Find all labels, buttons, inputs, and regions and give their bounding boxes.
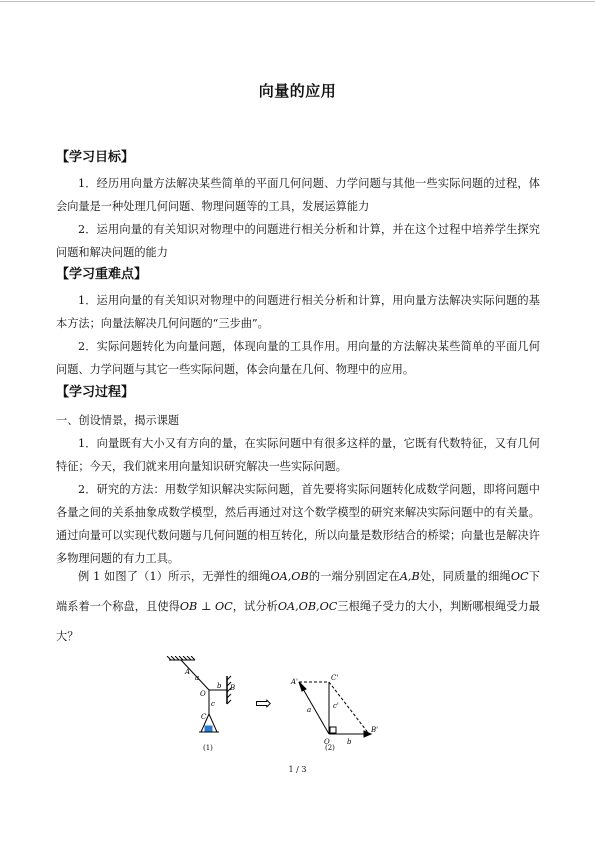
- fig2-label-C: C': [331, 674, 339, 682]
- fig1-label-c: c: [211, 700, 215, 708]
- fig2-label-O: O: [324, 738, 330, 746]
- fig1-label-A: A: [185, 668, 191, 676]
- fig1-caption: (1): [203, 744, 213, 752]
- page-title: 向量的应用: [258, 82, 337, 100]
- example-1: [56, 562, 540, 652]
- fig2-label-A: A': [291, 678, 298, 686]
- process-item-2: 2．研究的方法：用数学知识解决实际问题，首先要将实际问题转化成数学问题，即将问题中各量之间的关系抽象成数学模型，然后再通过对这个数学模型的研究来解决实际问题中的有关量。通过向量可以实现代数问题与几何问题的相互转化，所以向量是数形结合的桥梁；向量也是解决许多物理问题的有力工具。: [56, 483, 540, 565]
- example-figure: [165, 656, 405, 756]
- example-text: 处，同质量的细绳: [419, 570, 511, 583]
- heading-keypoints: 【学习重难点】: [56, 267, 148, 282]
- keypoint-item-2: 2．实际问题转化为向量问题，体现向量的工具作用。用向量的方法解决某些简单的平面几何问题、力学问题与其它一些实际问题，体会向量在几何、物理中的应用。: [56, 340, 540, 376]
- example-text: 例 1 如图了（1）所示，无弹性的细绳: [78, 570, 271, 583]
- heading-goals: 【学习目标】: [56, 150, 135, 165]
- fig1-label-B: B: [230, 684, 236, 692]
- math-a-b: A,B: [399, 570, 420, 583]
- math-perpendicular: OB ⊥ OC: [179, 600, 233, 613]
- figure-1: [167, 656, 231, 732]
- fig1-label-a: a: [195, 674, 200, 682]
- fig2-label-B: B': [371, 726, 379, 734]
- example-text: 下端系着一个称盘，且使得: [56, 570, 540, 613]
- page-number: 1 / 3: [288, 765, 307, 774]
- math-oc: OC: [510, 570, 529, 583]
- process-item-1: 1．向量既有大小又有方向的量，在实际问题中有很多这样的量，它既有代数特征，又有几何特征；今天，我们就来用向量知识研究解决一些实际问题。: [56, 437, 540, 473]
- goal-item-2: 2．运用向量的有关知识对物理中的问题进行相关分析和计算，并在这个过程中培养学生探究问题和解决问题的能力: [56, 223, 540, 259]
- fig2-label-a: a: [307, 706, 312, 714]
- fig2-caption: (2): [325, 744, 335, 752]
- fig2-label-c: c': [333, 702, 339, 710]
- example-text: ，试分析: [232, 600, 278, 613]
- example-text: 三根绳子受力的大小，判断哪根绳受力最大？: [56, 600, 540, 643]
- fig2-label-b: b: [347, 738, 352, 746]
- fig1-label-C: C: [201, 713, 207, 721]
- math-oa-ob: OA,OB: [270, 570, 309, 583]
- process-subheading: 一、创设情景，揭示课题: [56, 414, 180, 427]
- fig1-label-O: O: [200, 690, 206, 698]
- math-oa-ob-oc: OA,OB,OC: [277, 600, 338, 613]
- example-text: 的一端分别固定在: [308, 570, 400, 583]
- heading-process: 【学习过程】: [56, 385, 135, 400]
- goal-item-1: 1．经历用向量方法解决某些简单的平面几何问题、力学问题与其他一些实际问题的过程，体会向量是一种处理几何问题、物理问题等的工具，发展运算能力: [56, 177, 540, 213]
- transform-arrow: ⇨: [255, 691, 272, 715]
- top-rule: [0, 1, 595, 2]
- keypoint-item-1: 1．运用向量的有关知识对物理中的问题进行相关分析和计算，用向量方法解决实际问题的基本方法；向量法解决几何问题的“三步曲”。: [56, 294, 540, 330]
- fig1-label-b: b: [217, 682, 222, 690]
